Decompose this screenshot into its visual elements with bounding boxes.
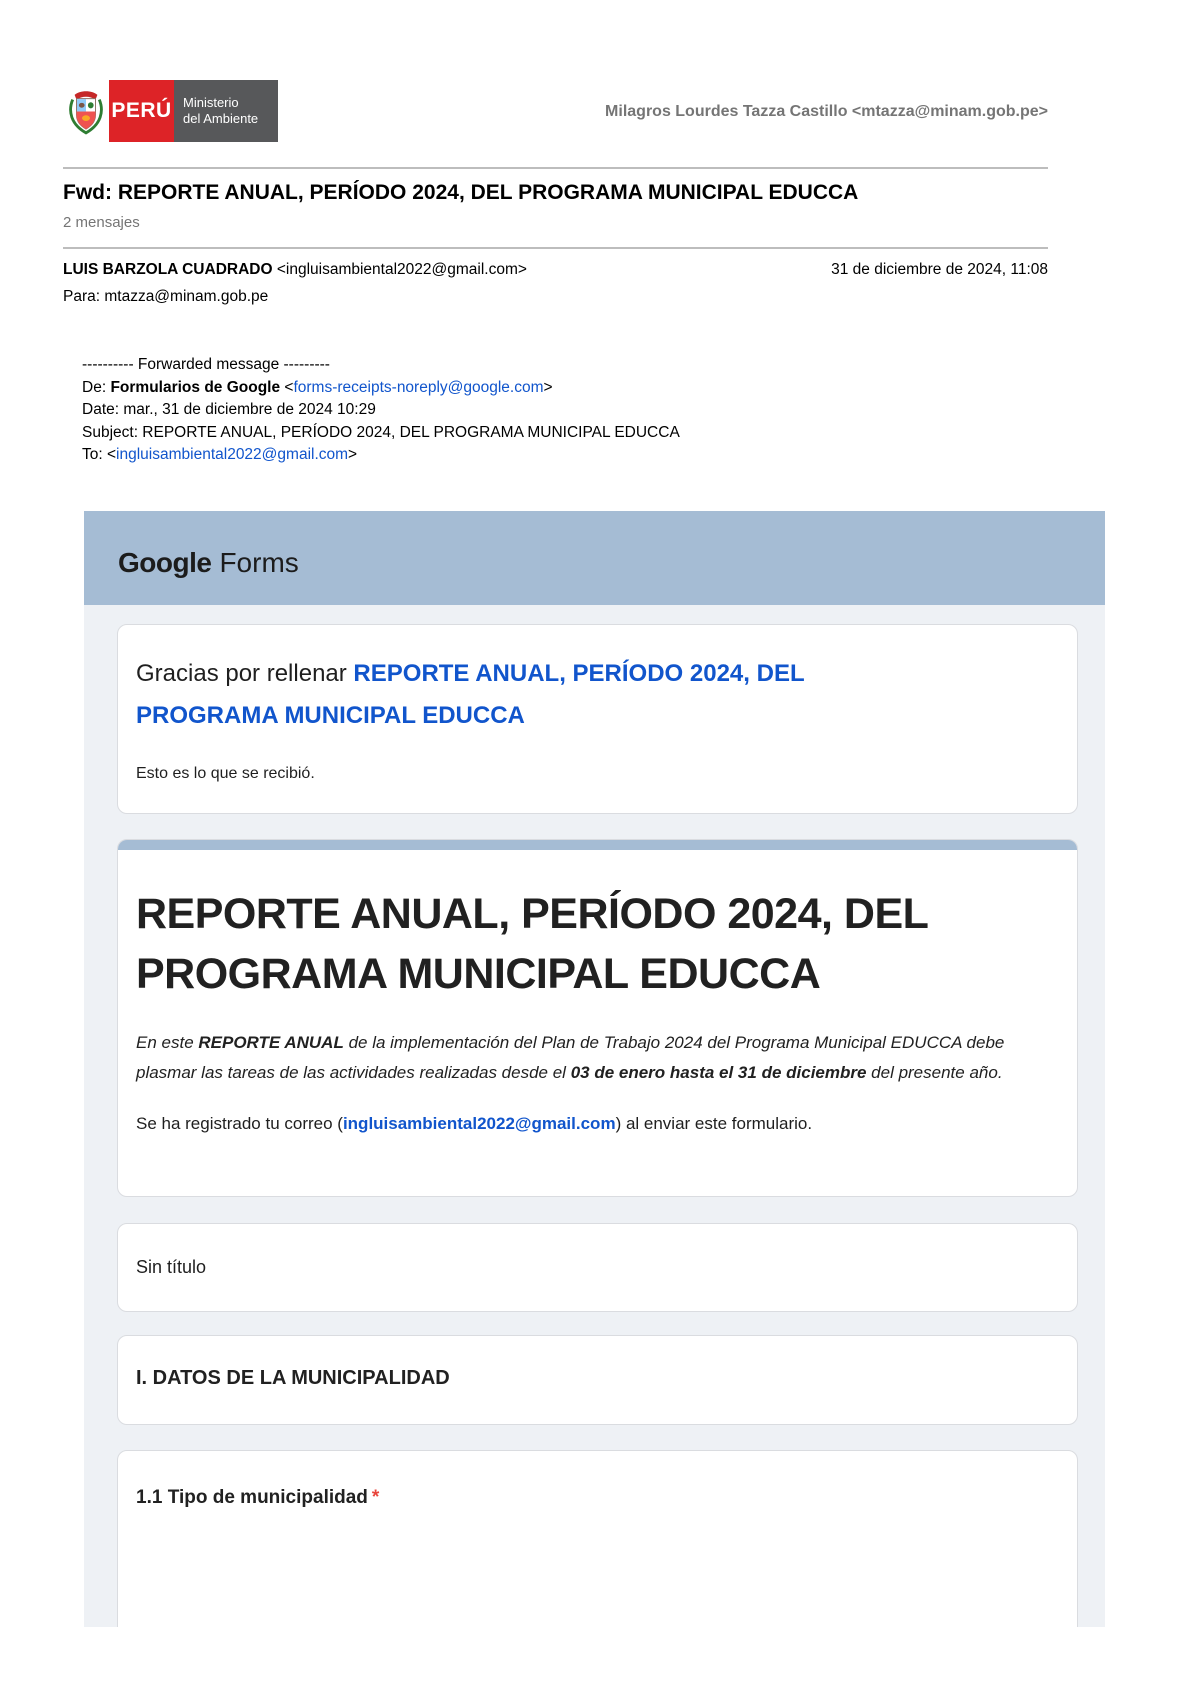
bracket: < — [280, 378, 294, 396]
received-note: Esto es lo que se recibió. — [136, 765, 315, 782]
message-count: 2 mensajes — [63, 214, 140, 231]
desc-bold: 03 de enero hasta el 31 de diciembre — [570, 1063, 867, 1082]
form-title: REPORTE ANUAL, PERÍODO 2024, DEL PROGRAMA MUNICIPAL EDUCCA — [136, 890, 928, 998]
registered-email-note — [136, 1114, 1057, 1134]
thread-subject: Fwd: REPORTE ANUAL, PERÍODO 2024, DEL PROGRAMA MUNICIPAL EDUCCA — [63, 181, 859, 204]
forwarded-from-line — [82, 377, 680, 400]
desc-part: de la implementación del Plan de Trabajo 2024 del Programa Municipal EDUCCA debe plasmar las tareas de las actividades realizadas desde el — [136, 1033, 1005, 1082]
card-accent-bar — [118, 840, 1077, 850]
divider — [63, 247, 1048, 249]
forwarded-subject-line: Subject: REPORTE ANUAL, PERÍODO 2024, DEL PROGRAMA MUNICIPAL EDUCCA — [82, 423, 680, 441]
google-logo-text: Google — [118, 547, 212, 578]
google-forms-banner — [84, 511, 1105, 605]
ministry-line2: del Ambiente — [183, 111, 259, 126]
forwarded-separator: ---------- Forwarded message --------- — [82, 356, 330, 373]
divider — [63, 167, 1048, 169]
forwarded-from-name: Formularios de Google — [110, 378, 281, 396]
forwarded-message-block — [82, 354, 680, 467]
section-card-untitled — [117, 1223, 1078, 1312]
registered-part: ) al enviar este formulario. — [615, 1114, 813, 1133]
bracket: > — [348, 446, 358, 463]
message-from — [63, 261, 527, 279]
account-owner: Milagros Lourdes Tazza Castillo <mtazza@minam.gob.pe> — [605, 103, 1048, 120]
desc-part: del presente año. — [866, 1063, 1003, 1082]
forwarded-from-label: De: — [82, 378, 111, 396]
desc-part: En este — [136, 1033, 199, 1052]
peru-wordmark: PERÚ — [109, 80, 174, 142]
question-card — [117, 1450, 1078, 1627]
form-description — [136, 1028, 1041, 1088]
sender-email: <ingluisambiental2022@gmail.com> — [272, 261, 527, 278]
thanks-message — [136, 653, 946, 737]
section-card-datos — [117, 1335, 1078, 1425]
forwarded-to-line — [82, 444, 680, 467]
forwarded-to-email-link[interactable]: ingluisambiental2022@gmail.com — [116, 446, 349, 463]
sender-name: LUIS BARZOLA CUADRADO — [63, 261, 273, 278]
thanks-prefix: Gracias por rellenar — [136, 660, 354, 687]
thanks-card — [117, 624, 1078, 814]
desc-bold: REPORTE ANUAL — [198, 1033, 344, 1052]
peru-coat-of-arms-icon — [63, 80, 109, 142]
message-date: 31 de diciembre de 2024, 11:08 — [831, 261, 1048, 278]
forwarded-to-label: To: < — [82, 446, 117, 463]
section-untitled-label: Sin título — [136, 1257, 207, 1277]
forwarded-from-email-link[interactable]: forms-receipts-noreply@google.com — [293, 378, 544, 396]
message-to: Para: mtazza@minam.gob.pe — [63, 288, 269, 305]
registered-part: Se ha registrado tu correo ( — [136, 1114, 343, 1133]
forms-email-body — [84, 511, 1105, 1627]
forms-logo-text: Forms — [219, 547, 299, 578]
message-header-row — [63, 261, 1048, 279]
minam-logo — [63, 80, 278, 142]
ministry-line1: Ministerio — [183, 95, 239, 110]
form-title-link[interactable]: REPORTE ANUAL, PERÍODO 2024, DEL PROGRAMA MUNICIPAL EDUCCA — [136, 660, 805, 729]
bracket: > — [543, 378, 553, 396]
required-asterisk: * — [371, 1487, 380, 1508]
form-summary-card — [117, 839, 1078, 1197]
section-datos-label: I. DATOS DE LA MUNICIPALIDAD — [136, 1367, 450, 1389]
registered-email-link[interactable]: ingluisambiental2022@gmail.com — [342, 1114, 616, 1133]
forwarded-date-line: Date: mar., 31 de diciembre de 2024 10:29 — [82, 401, 376, 418]
question-label: 1.1 Tipo de municipalidad — [136, 1487, 368, 1508]
ministry-name — [174, 80, 278, 142]
